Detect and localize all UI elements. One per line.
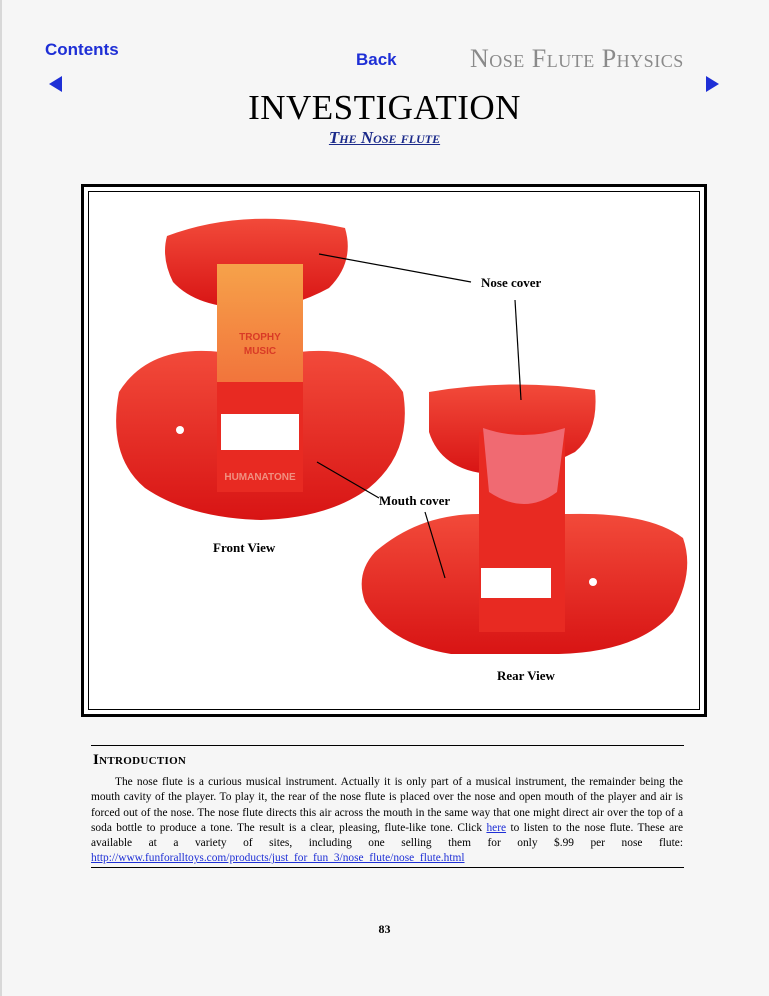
- page-subtitle[interactable]: The Nose flute: [328, 128, 441, 147]
- intro-text-part-1: The nose flute is a curious musical instrument. Actually it is only part of a musical instrument, the remainder being the mouth cavity of the player. To play it, the rear of the nose flute is placed over the nose and open mouth of the player and air is forced out of the nose. The nose flute directs this air across the mouth in the same way that one might direct air over the top of a soda bottle to produce a tone. The result is a clear, pleasing, flute-like tone. Click: [91, 776, 683, 834]
- funforalltoys-link[interactable]: http://www.funforalltoys.com/products/just_for_fun_3/nose_flute/nose_flute.html: [91, 852, 465, 865]
- rear-nose-channel: [483, 428, 565, 504]
- rear-window: [481, 568, 551, 598]
- top-rule: [91, 745, 684, 746]
- front-window: [221, 414, 299, 450]
- contents-link[interactable]: Contents: [45, 40, 119, 59]
- front-hole: [176, 426, 184, 434]
- figure-inner-border: [88, 191, 700, 710]
- nose-flute-photo: [89, 192, 699, 709]
- rear-view-label: Rear View: [497, 668, 555, 683]
- front-embossed-humanatone: HUMANATONE: [224, 472, 296, 483]
- figure-frame: [81, 184, 707, 717]
- page-number: 83: [378, 922, 391, 936]
- rear-hole: [589, 578, 597, 586]
- section-heading: Introduction: [93, 752, 187, 768]
- front-embossed-trophy: TROPHY: [239, 332, 281, 343]
- introduction-paragraph: [91, 775, 683, 867]
- front-view-label: Front View: [213, 540, 276, 555]
- running-head: Nose Flute Physics: [470, 44, 684, 73]
- bottom-rule: [91, 867, 684, 868]
- intro-text-part-2: to listen to the nose flute. These are available at a variety of sites, including one selling them for only $.99 per nose flute:: [91, 821, 683, 850]
- mouth-cover-label: Mouth cover: [379, 493, 451, 508]
- rear-view-flute: [362, 384, 688, 654]
- page-edge: [0, 0, 2, 996]
- listen-here-link[interactable]: here: [486, 821, 507, 834]
- front-view-flute: [116, 219, 405, 520]
- page-title: INVESTIGATION: [248, 88, 521, 127]
- back-link[interactable]: Back: [356, 50, 397, 69]
- front-embossed-music: MUSIC: [243, 346, 277, 357]
- nose-cover-label: Nose cover: [481, 275, 542, 290]
